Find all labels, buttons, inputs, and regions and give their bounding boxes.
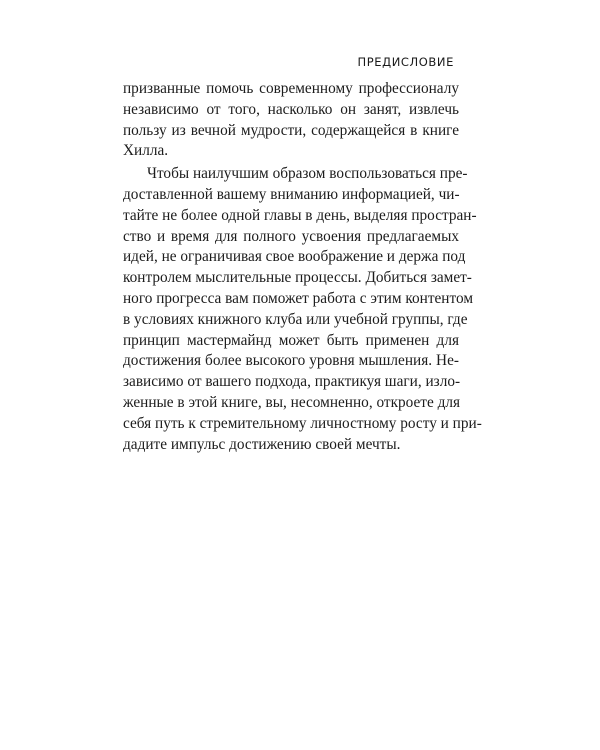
text-line: женные в этой книге, вы, несомненно, откроете для [123,393,461,411]
text-line: себя путь к стремительному личностному росту и при- [123,414,482,432]
text-line: дадите импульс достижению своей мечты. [123,435,401,453]
text-line: ство и время для полного усвоения предлагаемых [123,227,459,245]
paragraph-2 [123,164,482,455]
text-line: идей, не ограничивая свое воображение и держа под [123,248,466,266]
paragraph-1 [123,79,459,162]
body-text [123,79,482,455]
text-line: достижения более высокого уровня мышления. Не- [123,352,459,370]
text-line: контролем мыслительные процессы. Добиться замет- [123,269,472,287]
text-line: независимо от того, насколько он занят, извлечь [123,100,459,118]
text-line: доставленной вашему вниманию информацией, чи- [123,185,460,203]
text-line: пользу из вечной мудрости, содержащейся в книге [123,121,459,139]
text-line: призванные помочь современному профессионалу [123,80,459,97]
text-line: в условиях книжного клуба или учебной группы, где [123,310,468,328]
text-line: ного прогресса вам поможет работа с этим контентом [123,289,474,307]
text-line: Хилла. [123,142,169,160]
text-line: зависимо от вашего подхода, практикуя шаги, изло- [123,373,461,391]
text-line: тайте не более одной главы в день, выделяя простран- [123,206,477,224]
text-line: принцип мастермайнд может быть применен для [123,331,459,349]
running-header: ПРЕДИСЛОВИЕ [357,55,454,69]
text-line: Чтобы наилучшим образом воспользоваться пре- [147,165,468,183]
